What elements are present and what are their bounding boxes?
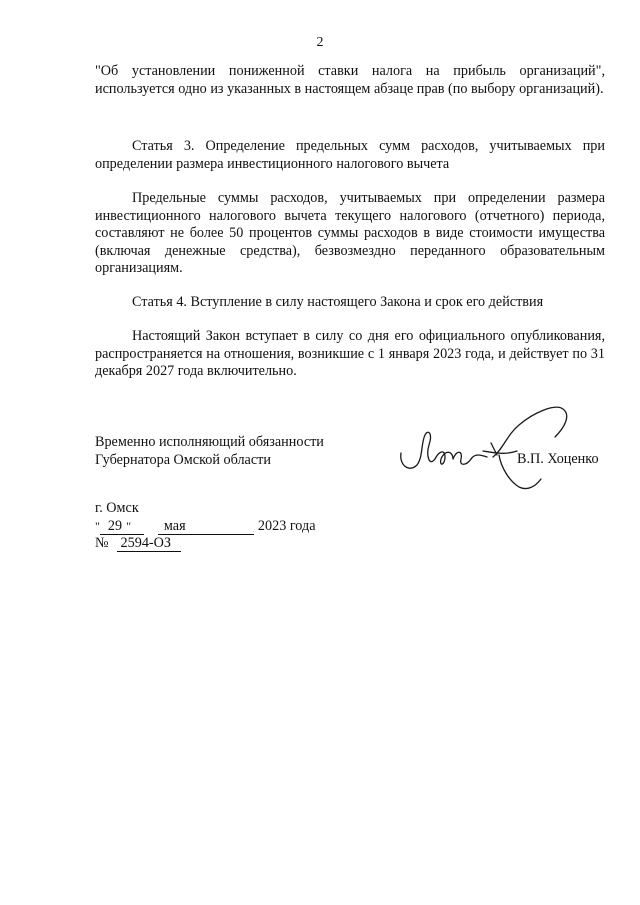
date-day: 29 [107,517,123,534]
article-3-heading: Статья 3. Определение предельных сумм расходов, учитываемых при определении размера инвестиционного налогового вычета [95,138,605,172]
signatory-title-line-1: Временно исполняющий обязанности [95,434,324,450]
date-month: мая [163,517,186,534]
date-quote-open: " [95,518,100,533]
date-quote-close: " [126,518,131,533]
article-3-text: Предельные суммы расходов, учитываемых при определении размера инвестиционного налогового вычета текущего налогового (отчетного) периода, составляют не более 50 процентов суммы расходов в виде стоимости имущества (включая денежные средства), безвозмездно переданного образовательным организациям. [95,190,605,276]
date-year: 2023 года [257,517,316,534]
paragraph-continuation: "Об установлении пониженной ставки налога на прибыль организаций", используется одно из указанных в настоящем абзаце прав (по выбору организаций). [95,63,605,97]
signatory-name: В.П. Хоценко [517,451,599,467]
article-4-heading: Статья 4. Вступление в силу настоящего Закона и срок его действия [132,294,544,310]
signing-city: г. Омск [95,500,139,516]
signatory-title-line-2: Губернатора Омской области [95,451,271,468]
handwritten-signature [395,395,585,495]
signing-details [95,500,395,553]
signing-date [95,518,395,536]
article-4-text: Настоящий Закон вступает в силу со дня его официального опубликования, распространяется на отношения, возникшие с 1 января 2023 года, и действует по 31 декабря 2027 года включительно. [95,328,605,379]
law-number-sign: № [95,535,109,551]
law-number-value: 2594-ОЗ [117,536,181,552]
law-number [95,535,395,553]
page-number: 2 [316,35,324,50]
signatory-title [95,434,395,469]
